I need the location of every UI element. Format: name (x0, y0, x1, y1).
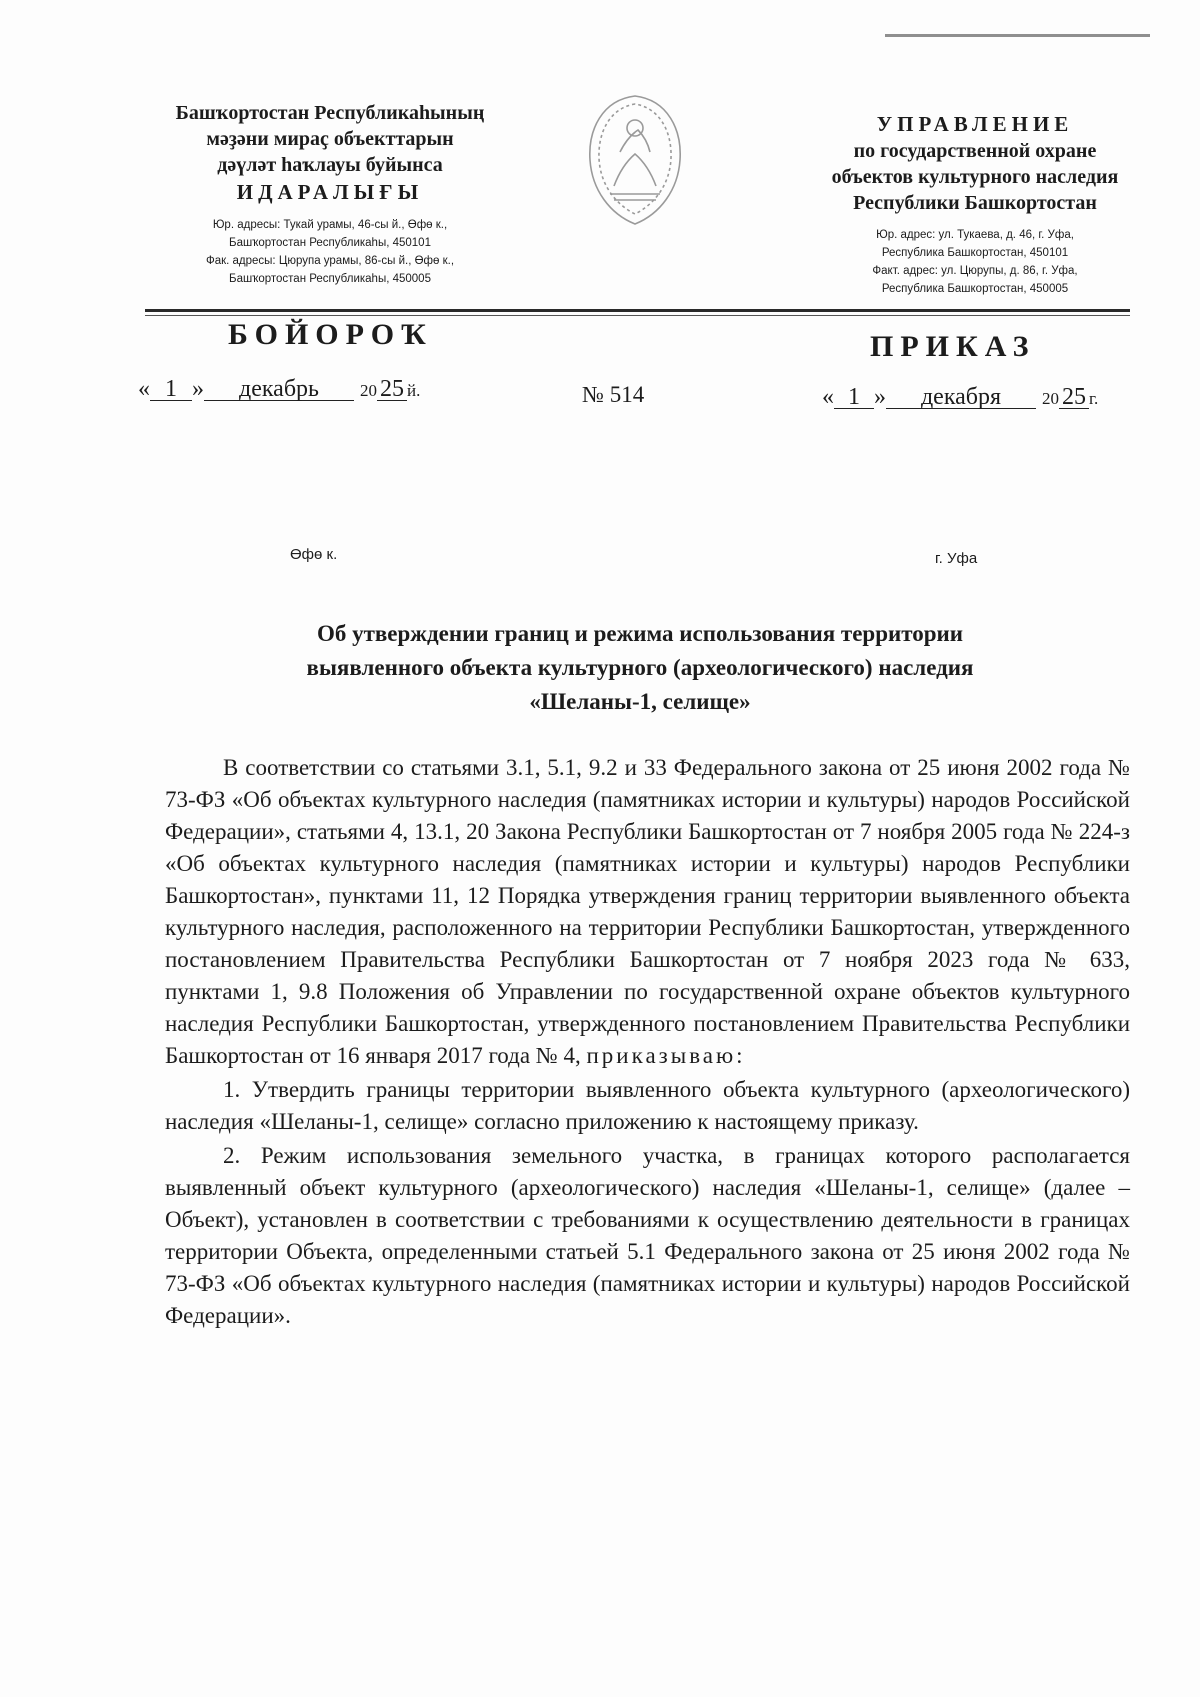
address-line: Факт. адрес: ул. Цюрупы, д. 86, г. Уфа, (872, 265, 1078, 277)
header-left-bashkir (150, 100, 510, 288)
org-name-line: Башҡортостан Республикаһының (175, 102, 485, 124)
org-name-line: по государственной охране (853, 140, 1097, 162)
address-line: Башҡортостан Республикаһы, 450005 (229, 273, 431, 285)
header-divider-thin (145, 315, 1130, 316)
paragraph-item-2: 2. Режим использования земельного участка, в границах которого располагается выявленный объект культурного (археологического) наследия «Шеланы-1, селище» (далее – Объект), установлен в соответствии с требованиями к осуществлению деятельности в границах территории Объекта, определенными статьей 5.1 Федерального закона от 25 июня 2002 года № 73-ФЗ «Об объектах культурного наследия (памятниках истории и культуры) народов Российской Федерации». (165, 1143, 1130, 1328)
paragraph-preamble (165, 752, 1130, 1072)
quote-open: « (822, 384, 834, 410)
address-block (775, 226, 1175, 298)
document-body (165, 752, 1130, 1334)
title-line: выявленного объекта культурного (археологического) наследия (306, 655, 974, 680)
document-number: № 514 (582, 382, 645, 407)
date-day: 1 (834, 386, 874, 409)
org-name-emphasis: ИДАРАЛЫҒЫ (236, 180, 424, 204)
date-year: 25 (1059, 386, 1089, 409)
address-line: Республика Башкортостан, 450005 (881, 283, 1069, 295)
header-divider (145, 309, 1130, 312)
org-name-line: Республики Башкортостан (853, 192, 1097, 214)
date-year-prefix: 20 (360, 381, 377, 400)
address-block (150, 216, 510, 288)
date-russian (822, 384, 1098, 411)
address-line: Башҡортостан Республикаһы, 450101 (229, 237, 431, 249)
bashkortostan-emblem-icon (580, 90, 690, 230)
org-name-line: объектов культурного наследия (831, 166, 1119, 188)
address-line: Республика Башкортостан, 450101 (881, 247, 1069, 259)
date-year: 25 (377, 378, 407, 401)
doc-type-bashkir: БОЙОРОҠ (228, 318, 433, 351)
date-day: 1 (150, 378, 192, 401)
city-bashkir: Өфө к. (290, 546, 338, 563)
address-line: Фак. адресы: Цюрупа урамы, 86-сы й., Өфө к., (205, 255, 455, 267)
org-name-emphasis: УПРАВЛЕНИЕ (876, 112, 1074, 136)
header-right-russian (775, 110, 1175, 298)
date-month: декабрь (204, 378, 354, 401)
date-year-prefix: 20 (1042, 389, 1059, 408)
address-line: Юр. адрес: ул. Тукаева, д. 46, г. Уфа, (876, 229, 1074, 241)
doc-type-russian: ПРИКАЗ (870, 330, 1036, 363)
title-line: «Шеланы-1, селище» (529, 689, 751, 714)
org-name-line: дәүләт һаҡлауы буйынса (217, 154, 443, 176)
scan-artifact-line (885, 34, 1150, 37)
paragraph-item-1: 1. Утвердить границы территории выявленного объекта культурного (археологического) наследия «Шеланы-1, селище» согласно приложению к настоящему приказу. (165, 1077, 1130, 1134)
date-month: декабря (886, 386, 1036, 409)
preamble-text: В соответствии со статьями 3.1, 5.1, 9.2 и 33 Федерального закона от 25 июня 2002 года № 73-ФЗ «Об объектах культурного наследия (памятниках истории и культуры) народов Российской Федерации», статьями 4, 13.1, 20 Закона Республики Башкортостан от 7 ноября 2005 года № 224-з «Об объектах культурного наследия (памятниках истории и культуры) народов Республики Башкортостан», пунктами 11, 12 Порядка утверждения границ территории выявленного объекта культурного наследия, расположенного на территории Республики Башкортостан, утвержденного постановлением Правительства Республики Башкортостан от 7 ноября 2023 года № 633, пунктами 1, 9.8 Положения об Управлении по государственной охране объектов культурного наследия Республики Башкортостан, утвержденного постановлением Правительства Республики Башкортостан от 16 января 2017 года № 4, (165, 755, 1130, 1068)
title-line: Об утверждении границ и режима использования территории (316, 621, 964, 646)
quote-open: « (138, 376, 150, 402)
order-word: приказываю: (586, 1043, 746, 1068)
quote-close: » (192, 376, 204, 402)
date-suffix: й. (407, 381, 421, 400)
date-bashkir (138, 376, 420, 403)
address-line: Юр. адресы: Тукай урамы, 46-сы й., Өфө к., (212, 219, 448, 231)
document-title (240, 617, 1040, 719)
city-russian: г. Уфа (935, 550, 978, 567)
org-name-line: мәҙәни мираҫ объекттарын (206, 128, 454, 150)
date-suffix: г. (1089, 389, 1099, 408)
quote-close: » (874, 384, 886, 410)
